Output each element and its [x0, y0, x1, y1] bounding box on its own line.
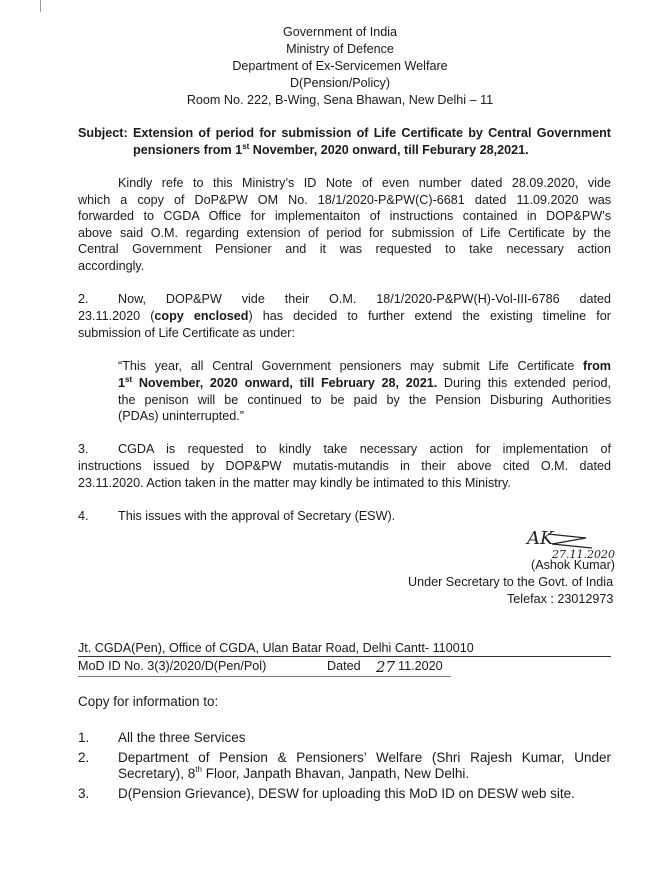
- text-line: (PDAs) uninterrupted.”: [118, 409, 244, 423]
- subject-label: Subject:: [78, 126, 128, 140]
- text-line: This issues with the approval of Secretary (ESW).: [118, 509, 396, 523]
- list-number: 3.: [78, 786, 90, 801]
- letterhead-line: Room No. 222, B-Wing, Sena Bhawan, New Delhi – 11: [186, 93, 494, 107]
- paragraph-number: 4.: [78, 509, 89, 523]
- dated-label: Dated: [327, 659, 361, 673]
- divider: [78, 656, 611, 657]
- handwritten-signature: AK: [527, 528, 554, 549]
- text-line: above said O.M. regarding extension of period for submission of Life Certificate by the: [78, 226, 611, 240]
- list-number: 1.: [78, 730, 90, 745]
- subject-line: Extension of period for submission of Life Certificate by Central Government: [133, 126, 611, 140]
- subject-line: pensioners from 1st November, 2020 onward, till Feburary 28,2021.: [133, 142, 529, 157]
- letterhead-line: Department of Ex-Servicemen Welfare: [232, 59, 448, 73]
- text-line: 23.11.2020. Action taken in the matter may kindly be intimated to this Ministry.: [78, 476, 511, 490]
- handwritten-day: 27: [376, 658, 396, 676]
- paragraph-number: 2.: [78, 292, 89, 306]
- text-line: CGDA is requested to kindly take necessary action for implementation of: [118, 442, 611, 456]
- handwritten-date: 27.11.2020: [552, 548, 615, 561]
- text-line: Kindly refe to this Ministry’s ID Note of even number dated 28.09.2020, vide: [118, 176, 611, 190]
- text-line: instructions issued by DOP&PW mutatis-mutandis in their above cited O.M. dated: [78, 459, 611, 473]
- page-fold-mark: [40, 0, 41, 12]
- telefax: Telefax : 23012973: [507, 592, 614, 606]
- signatory-name: (Ashok Kumar): [531, 558, 615, 572]
- copy-heading: Copy for information to:: [78, 694, 219, 709]
- list-item: All the three Services: [118, 730, 246, 745]
- text-line: submission of Life Certificate as under:: [78, 326, 295, 340]
- text-line: accordingly.: [78, 259, 145, 273]
- signature-flourish: [546, 528, 596, 550]
- letterhead-line: D(Pension/Policy): [289, 76, 391, 90]
- addressee: Jt. CGDA(Pen), Office of CGDA, Ulan Batar Road, Delhi Cantt- 110010: [78, 641, 474, 655]
- letterhead-line: Ministry of Defence: [286, 42, 394, 56]
- dated-value: 11.2020: [398, 659, 443, 673]
- text-line: “This year, all Central Government pensioners may submit Life Certificate from: [118, 359, 611, 373]
- text-line: which a copy of DoP&PW OM No. 18/1/2020-P&PW(C)-6681 dated 11.09.2020 was: [78, 193, 611, 207]
- text-line: forwarded to CGDA Office for implementaiton of instructions contained in DOP&PW’s: [78, 209, 611, 223]
- paragraph-number: 3.: [78, 442, 89, 456]
- mod-id-number: MoD ID No. 3(3)/2020/D(Pen/Pol): [78, 659, 267, 673]
- signatory-designation: Under Secretary to the Govt. of India: [408, 575, 614, 589]
- letterhead-line: Government of India: [282, 25, 398, 39]
- text-line: 1st November, 2020 onward, till February 28, 2021. During this extended period,: [118, 375, 611, 390]
- list-item: Department of Pension & Pensioners’ Welfare (Shri Rajesh Kumar, Under: [118, 750, 611, 765]
- list-number: 2.: [78, 750, 90, 765]
- text-line: Now, DOP&PW vide their O.M. 18/1/2020-P&PW(H)-Vol-III-6786 dated: [118, 292, 611, 306]
- list-item: D(Pension Grievance), DESW for uploading this MoD ID on DESW web site.: [118, 786, 575, 801]
- text-line: Central Government Pensioner and it was requested to take necessary action: [78, 242, 611, 256]
- text-line: the penison will be continued to be paid by the Pension Disburing Authorities: [118, 393, 611, 407]
- list-item-continued: Secretary), 8th Floor, Janpath Bhavan, Janpath, New Delhi.: [118, 765, 470, 781]
- text-line: 23.11.2020 (copy enclosed) has decided to further extend the existing timeline for: [78, 309, 611, 323]
- divider: [78, 676, 451, 677]
